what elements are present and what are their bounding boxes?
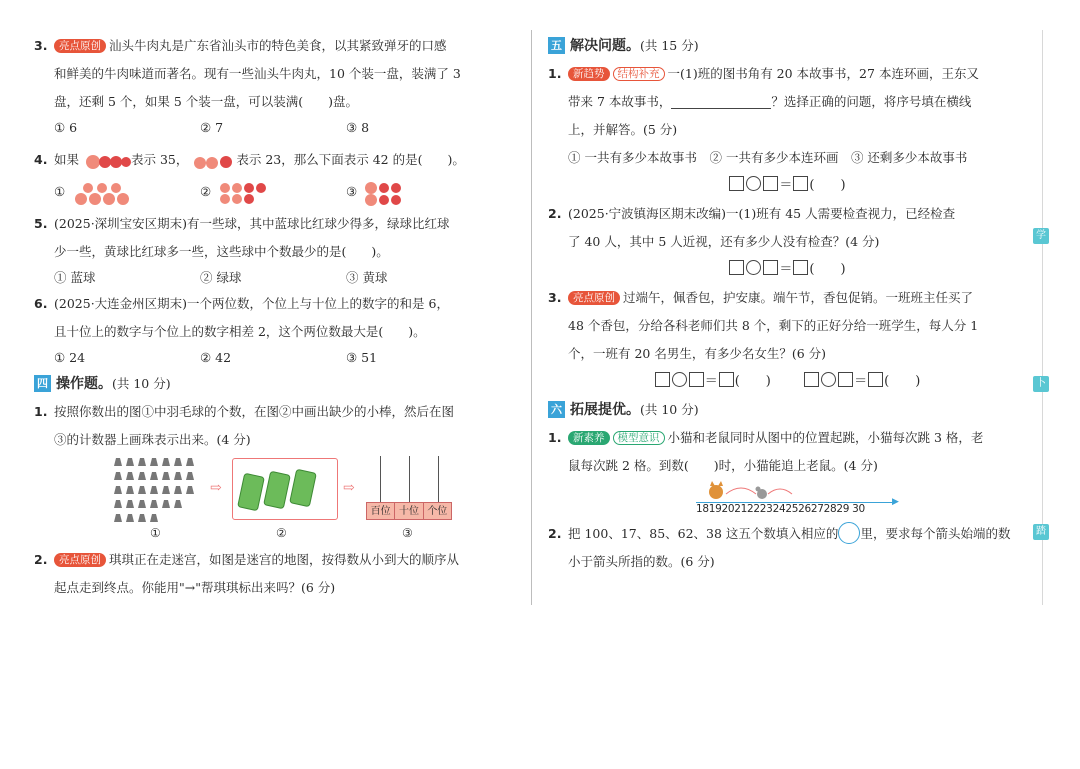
tag-highlight-original: 亮点原创 [54, 39, 106, 53]
question-3: 3. 亮点原创 汕头牛肉丸是广东省汕头市的特色美食，以其紧致弹牙的口感 和鲜美的牛肉味道而著名。现有一些汕头牛肉丸，10 个装一盘，装满了 3 盘，还剩 5 个，如果 5 个装一盘，可以装满( )盘。 ① 6 ② 7 ③ 8 [34, 32, 512, 140]
abacus-label-tens: 十位 [395, 502, 423, 520]
option[interactable]: ② 绿球 [200, 270, 242, 285]
question-6: 6. (2025·大连金州区期末)一个两位数，个位上与十位上的数字的和是 6， 且十位上的数字与个位上的数字相差 2，这个两位数最大是( )。 ① 24 ② 42 ③ 51 [34, 290, 512, 370]
q4-options [34, 174, 512, 210]
figure-label: ② [276, 526, 287, 540]
option[interactable]: ① 6 [54, 120, 78, 135]
left-column [34, 32, 512, 602]
equation-template[interactable]: ＝ ( ) [548, 256, 1026, 284]
section-6-heading: 六 拓展提优。(共 10 分) [548, 396, 1026, 424]
option[interactable]: ② [200, 174, 346, 210]
section-6-question-2: 2. 把 100、17、85、62、38 这五个数填入相应的 里，要求每个箭头始端的数 小于箭头所指的数。(6 分) [548, 520, 1026, 576]
abacus[interactable] [366, 454, 452, 522]
equation-template[interactable]: ＝ ( ) [548, 172, 1026, 200]
section-6-question-1: 1. 新素养 模型意识 小猫和老鼠同时从图中的位置起跳，小猫每次跳 3 格，老 鼠每次跳 2 格。到数( )时，小猫能追上老鼠。(4 分) ▶ 181920212223242526272829 30 [548, 424, 1026, 520]
shuttlecock-grid-icon [112, 454, 202, 526]
side-tab[interactable]: 学 [1033, 228, 1049, 244]
option[interactable]: ② 42 [200, 350, 232, 365]
operation-figures [34, 454, 512, 542]
sticks-frame [232, 458, 338, 520]
section-5-heading: 五 解决问题。(共 15 分) [548, 32, 1026, 60]
section-4-question-1: 1. 按照你数出的图①中羽毛球的个数，在图②中画出缺少的小棒，然后在图 ③的计数器上画珠表示出来。(4 分) ⇨ ⇨ 百位 十位 个位 ① ② ③ [34, 398, 512, 542]
section-5-question-3: 3. 亮点原创 过端午，佩香包，护安康。端午节，香包促销。一班班主任买了 48 个香包，分给各科老师们共 8 个，剩下的正好分给一班学生，每人分 1 个，一班有 20 名男生，有多少名女生？(6 分) ＝ ( ) ＝ ( ) [548, 284, 1026, 396]
number-line-labels: 181920212223242526272829 30 [696, 503, 865, 515]
section-5-question-1: 1. 新趋势 结构补充 一(1)班的图书角有 20 本故事书，27 本连环画，王东又 带来 7 本故事书， ？选择正确的问题，将序号填在横线 上，并解答。(5 分) ① 一共有多少本故事书 ② 一共有多少本连环画 ③ 还剩多少本故事书 ＝ ( ) [548, 60, 1026, 200]
peach-strawberry-cluster-icon [361, 180, 417, 206]
figure-label: ③ [402, 526, 413, 540]
question-5: 5. (2025·深圳宝安区期末)有一些球，其中蓝球比红球少得多，绿球比红球 少一些，黄球比红球多一些，这些球中个数最少的是( )。 ① 蓝球 ② 绿球 ③ 黄球 [34, 210, 512, 290]
arrow-icon: ⇨ [210, 480, 222, 496]
question-4: 4. 如果 表示 35， 表示 23，那么下面表示 42 的是( )。 ① ② ③ [34, 146, 512, 210]
section-5-question-2: 2. (2025·宁波镇海区期末改编)一(1)班有 45 人需要检查视力，已经检查 了 40 人，其中 5 人近视，还有多少人没有检查？(4 分) ＝ ( ) [548, 200, 1026, 284]
abacus-label-hundreds: 百位 [366, 502, 395, 520]
side-tab[interactable]: 踏 [1033, 524, 1049, 540]
peach-cluster-icon [69, 180, 139, 206]
option[interactable]: ③ 8 [346, 120, 370, 135]
arrow-icon: ⇨ [343, 480, 355, 496]
answer-blank[interactable] [671, 94, 771, 109]
option[interactable]: ① [54, 174, 200, 210]
number-line-figure [548, 480, 1026, 520]
option[interactable]: ③ 51 [346, 350, 378, 365]
tag-highlight-original: 亮点原创 [54, 553, 106, 567]
section-4-question-2: 2. 亮点原创 琪琪正在走迷宫，如图是迷宫的地图，按得数从小到大的顺序从 起点走到终点。你能用"→"帮琪琪标出来吗？(6 分) [34, 552, 460, 595]
column-divider [531, 30, 532, 605]
peach-strawberry-icon [83, 151, 131, 171]
tag-new-trend: 新趋势 [568, 67, 610, 81]
tag-model-awareness: 模型意识 [613, 431, 665, 445]
q6-options [34, 346, 512, 370]
circle-slot-icon [838, 522, 860, 544]
peach-strawberry-cluster-icon [215, 180, 275, 206]
side-tab[interactable]: 卜 [1033, 376, 1049, 392]
section-4-heading: 四 操作题。(共 10 分) [34, 370, 512, 398]
q3-options [34, 116, 512, 140]
option[interactable]: ③ [346, 174, 492, 210]
sticks-bundle-icon [233, 459, 337, 519]
tag-new-literacy: 新素养 [568, 431, 610, 445]
option[interactable]: ③ 黄球 [346, 270, 388, 285]
axis-arrow-icon: ▶ [892, 497, 899, 507]
figure-label: ① [150, 526, 161, 540]
tag-highlight-original: 亮点原创 [568, 291, 620, 305]
option[interactable]: ② 7 [200, 120, 224, 135]
right-column [548, 32, 1026, 576]
tag-structure-complement: 结构补充 [613, 67, 665, 81]
q5-options [34, 266, 512, 290]
equation-template-pair[interactable]: ＝ ( ) ＝ ( ) [548, 368, 1026, 396]
option[interactable]: ① 蓝球 [54, 270, 96, 285]
page-edge-line [1042, 30, 1043, 605]
abacus-label-ones: 个位 [424, 502, 452, 520]
option[interactable]: ① 24 [54, 350, 86, 365]
peach-strawberry-icon [192, 151, 236, 171]
